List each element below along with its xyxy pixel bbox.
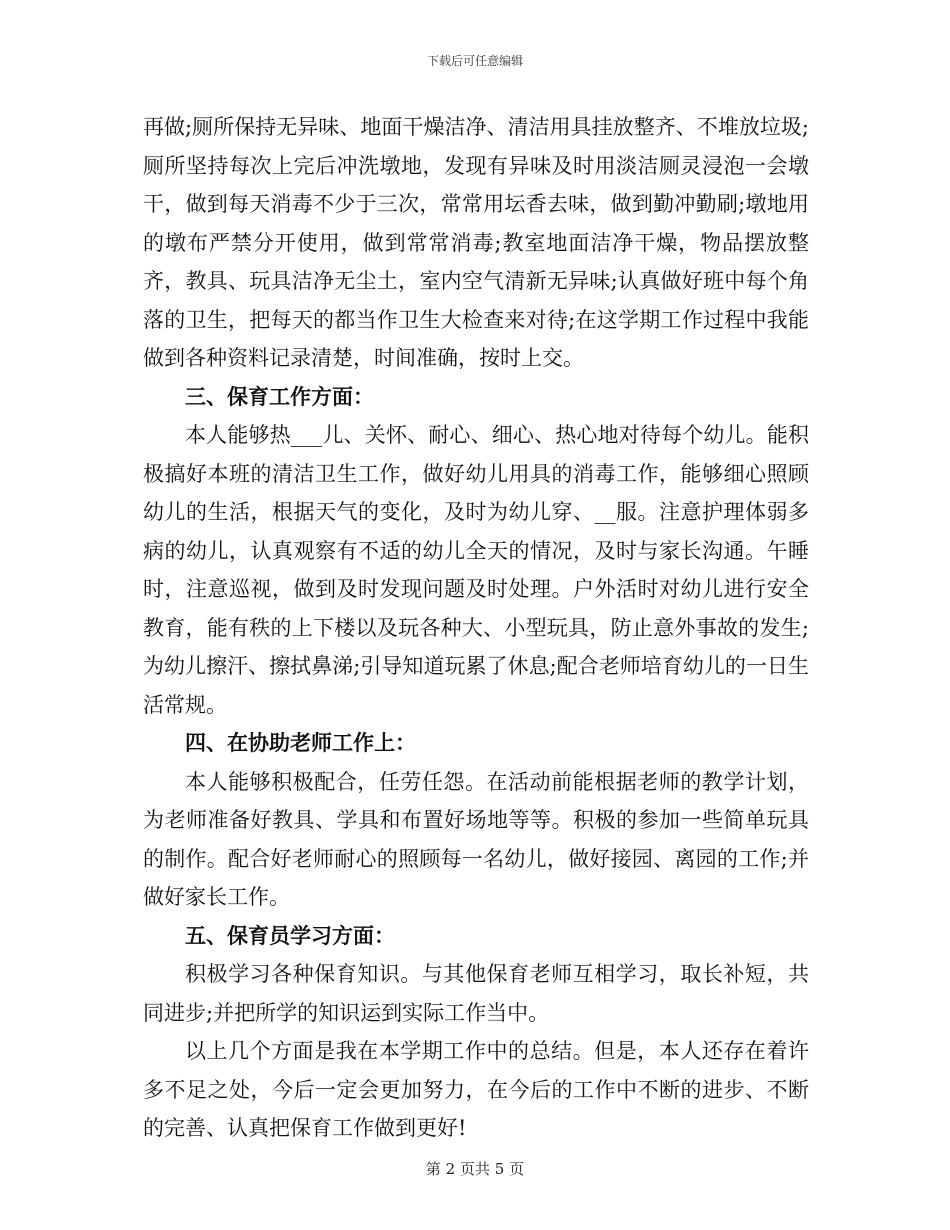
paragraph-learning: 积极学习各种保育知识。与其他保育老师互相学习，取长补短，共同进步;并把所学的知识运到实际工作当中。 <box>143 962 809 1025</box>
page-header: 下载后可任意编辑 <box>426 54 523 68</box>
document-body <box>143 108 809 1148</box>
section-heading-assisting-teachers: 四、在协助老师工作上： <box>185 730 416 755</box>
paragraph-assisting-teachers: 本人能够积极配合，任劳任怨。在活动前能根据老师的教学计划，为老师准备好教具、学具和布置好场地等等。积极的参加一些简单玩具的制作。配合好老师耐心的照顾每一名幼儿，做好接园、离园的工作;并做好家长工作。 <box>143 769 809 909</box>
section-heading-learning: 五、保育员学习方面： <box>185 922 395 948</box>
section-heading-childcare-work: 三、保育工作方面： <box>185 383 374 409</box>
page-number: 第 2 页共 5 页 <box>425 1160 525 1178</box>
paragraph-childcare-work: 本人能够热___儿、关怀、耐心、细心、热心地对待每个幼儿。能积极搞好本班的清洁卫生工作，做好幼儿用具的消毒工作，能够细心照顾幼儿的生活，根据天气的变化，及时为幼儿穿、__服。注意护理体弱多病的幼儿，认真观察有不适的幼儿全天的情况，及时与家长沟通。午睡时，注意巡视，做到及时发现问题及时处理。户外活时对幼儿进行安全教育，能有秩的上下楼以及玩各种大、小型玩具，防止意外事故的发生;为幼儿擦汗、擦拭鼻涕;引导知道玩累了休息;配合老师培育幼儿的一日生活常规。 <box>143 423 809 717</box>
paragraph-continuation: 再做;厕所保持无异味、地面干燥洁净、清洁用具挂放整齐、不堆放垃圾;厕所坚持每次上完后冲洗墩地，发现有异味及时用淡洁厕灵浸泡一会墩干，做到每天消毒不少于三次，常常用坛香去味，做到勤冲勤刷;墩地用的墩布严禁分开使用，做到常常消毒;教室地面洁净干燥，物品摆放整齐，教具、玩具洁净无尘土，室内空气清新无异味;认真做好班中每个角落的卫生，把每天的都当作卫生大检查来对待;在这学期工作过程中我能做到各种资料记录清楚，时间准确，按时上交。 <box>143 115 809 370</box>
paragraph-conclusion: 以上几个方面是我在本学期工作中的总结。但是，本人还存在着许多不足之处，今后一定会更加努力，在今后的工作中不断的进步、不断的完善、认真把保育工作做到更好! <box>143 1039 809 1140</box>
